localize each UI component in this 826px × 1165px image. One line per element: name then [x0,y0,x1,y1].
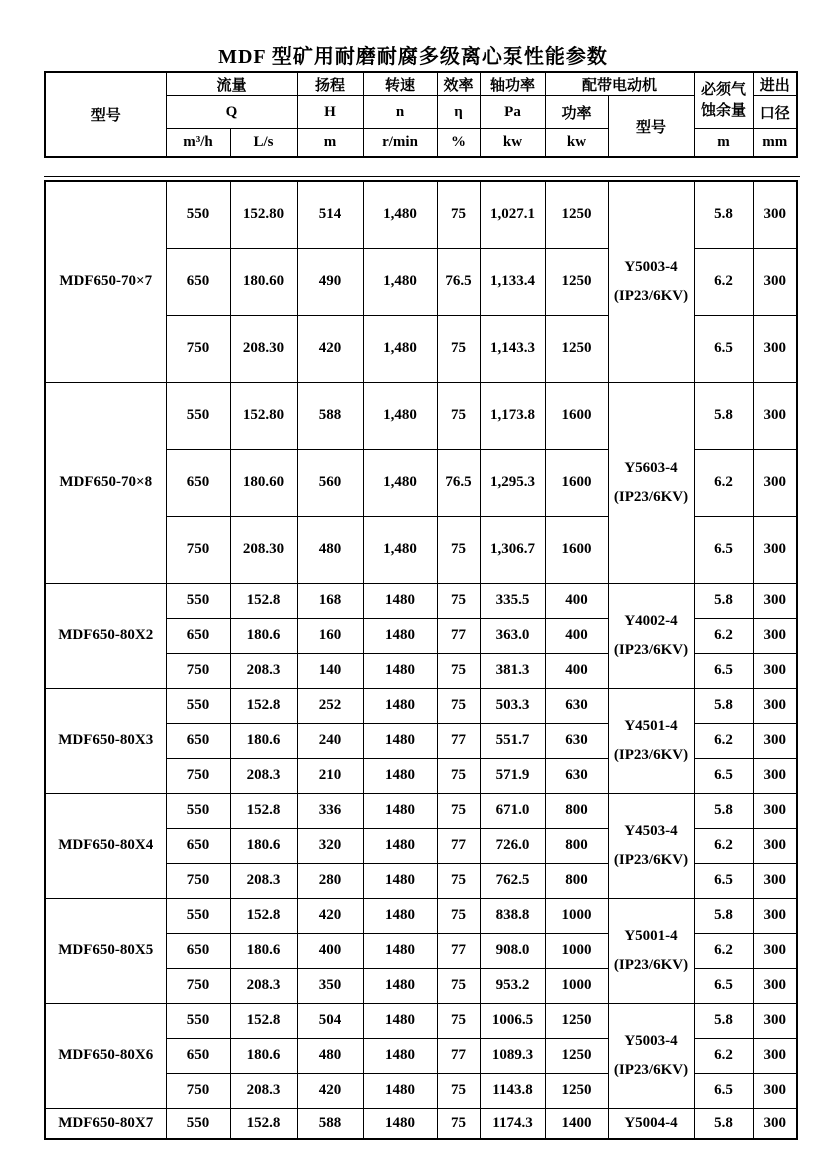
cell-eta: 75 [437,758,480,793]
cell-pa: 1006.5 [480,1003,545,1038]
cell-pa: 1143.8 [480,1073,545,1108]
npsh-label-line2: 蚀余量 [701,102,747,119]
cell-h: 420 [297,1073,363,1108]
col-header-shaft-power: 轴功率 [480,72,545,96]
cell-dia: 300 [753,618,797,653]
motor-model-cell [608,181,694,382]
cell-pa: 953.2 [480,968,545,1003]
motor-model-text: Y4501-4 [624,717,678,734]
cell-power: 1600 [545,516,608,583]
cell-dia: 300 [753,248,797,315]
cell-eta: 76.5 [437,248,480,315]
body-table-rows [45,181,797,1139]
motor-spec-text: (IP23/6KV) [613,746,689,763]
cell-n: 1480 [363,863,437,898]
cell-q_ls: 208.3 [230,758,297,793]
cell-dia: 300 [753,382,797,449]
cell-dia: 300 [753,828,797,863]
cell-q_m3h: 750 [166,1073,230,1108]
cell-eta: 77 [437,933,480,968]
cell-eta: 77 [437,618,480,653]
cell-dia: 300 [753,516,797,583]
cell-h: 210 [297,758,363,793]
cell-n: 1480 [363,1038,437,1073]
cell-npsh: 5.8 [694,181,753,248]
cell-eta: 75 [437,181,480,248]
motor-model-cell [608,688,694,793]
cell-dia: 300 [753,898,797,933]
pump-model-cell: MDF650-80X4 [45,793,166,898]
cell-eta: 75 [437,382,480,449]
motor-model-cell [608,1108,694,1139]
cell-dia: 300 [753,181,797,248]
cell-dia: 300 [753,933,797,968]
cell-q_m3h: 750 [166,315,230,382]
cell-eta: 75 [437,1003,480,1038]
cell-eta: 75 [437,968,480,1003]
cell-q_ls: 180.6 [230,618,297,653]
npsh-label-line1: 必须气 [701,81,747,98]
motor-spec-text: (IP23/6KV) [613,1061,689,1078]
cell-power: 400 [545,618,608,653]
cell-q_m3h: 550 [166,382,230,449]
cell-eta: 75 [437,898,480,933]
cell-npsh: 5.8 [694,382,753,449]
cell-pa: 671.0 [480,793,545,828]
cell-q_m3h: 750 [166,863,230,898]
body-table [44,180,798,1140]
cell-npsh: 5.8 [694,1108,753,1139]
cell-q_ls: 208.3 [230,863,297,898]
cell-h: 160 [297,618,363,653]
col-header-motor-model: 型号 [608,96,694,158]
cell-eta: 77 [437,1038,480,1073]
cell-q_m3h: 550 [166,181,230,248]
cell-q_ls: 152.8 [230,793,297,828]
cell-q_m3h: 550 [166,1003,230,1038]
cell-power: 1250 [545,315,608,382]
motor-model-cell [608,793,694,898]
cell-n: 1480 [363,828,437,863]
pump-model-cell: MDF650-80X6 [45,1003,166,1108]
cell-pa: 1089.3 [480,1038,545,1073]
cell-pa: 908.0 [480,933,545,968]
cell-power: 1000 [545,898,608,933]
cell-power: 1250 [545,181,608,248]
cell-q_m3h: 650 [166,618,230,653]
col-header-inlet-outlet: 进出 [753,72,797,96]
cell-n: 1480 [363,583,437,618]
pump-model-cell: MDF650-70×8 [45,382,166,583]
cell-n: 1,480 [363,181,437,248]
cell-power: 630 [545,758,608,793]
cell-h: 400 [297,933,363,968]
cell-q_m3h: 650 [166,248,230,315]
cell-eta: 77 [437,828,480,863]
cell-power: 800 [545,793,608,828]
motor-model-text: Y5603-4 [624,459,678,476]
col-header-npsh [694,72,753,129]
cell-dia: 300 [753,1038,797,1073]
cell-dia: 300 [753,758,797,793]
cell-q_ls: 208.30 [230,315,297,382]
cell-power: 1400 [545,1108,608,1139]
cell-q_ls: 180.6 [230,1038,297,1073]
cell-q_ls: 152.8 [230,688,297,723]
cell-npsh: 5.8 [694,583,753,618]
cell-q_ls: 180.6 [230,933,297,968]
cell-n: 1480 [363,688,437,723]
cell-pa: 726.0 [480,828,545,863]
cell-q_ls: 180.6 [230,828,297,863]
cell-pa: 335.5 [480,583,545,618]
cell-npsh: 6.2 [694,248,753,315]
cell-n: 1480 [363,793,437,828]
cell-npsh: 6.2 [694,933,753,968]
cell-q_m3h: 550 [166,583,230,618]
motor-model-text: Y4002-4 [624,612,678,629]
cell-n: 1480 [363,1073,437,1108]
cell-eta: 75 [437,863,480,898]
motor-spec-text: (IP23/6KV) [613,641,689,658]
cell-dia: 300 [753,968,797,1003]
table-row [45,583,797,618]
table-row [45,688,797,723]
motor-model-text: Y4503-4 [624,822,678,839]
cell-n: 1,480 [363,315,437,382]
col-header-flow: 流量 [166,72,297,96]
cell-n: 1,480 [363,248,437,315]
cell-npsh: 6.5 [694,758,753,793]
cell-pa: 1,295.3 [480,449,545,516]
table-continuation-rule [44,176,800,177]
cell-n: 1,480 [363,382,437,449]
motor-model-cell [608,898,694,1003]
cell-n: 1,480 [363,449,437,516]
motor-model-text: Y5004-4 [624,1114,678,1131]
cell-q_ls: 152.8 [230,898,297,933]
unit-m: m [297,129,363,158]
cell-q_m3h: 650 [166,1038,230,1073]
cell-q_ls: 208.3 [230,653,297,688]
cell-pa: 503.3 [480,688,545,723]
cell-power: 1250 [545,1073,608,1108]
cell-n: 1480 [363,618,437,653]
table-row [45,898,797,933]
cell-npsh: 6.5 [694,1073,753,1108]
cell-npsh: 5.8 [694,1003,753,1038]
pump-model-cell: MDF650-80X3 [45,688,166,793]
motor-model-cell [608,1003,694,1108]
page-title: MDF 型矿用耐磨耐腐多级离心泵性能参数 [218,46,608,68]
symbol-n: n [363,96,437,129]
cell-pa: 762.5 [480,863,545,898]
table-row [45,382,797,449]
cell-npsh: 6.2 [694,1038,753,1073]
cell-q_m3h: 650 [166,828,230,863]
cell-npsh: 6.5 [694,863,753,898]
table-row [45,181,797,248]
cell-h: 514 [297,181,363,248]
cell-n: 1480 [363,653,437,688]
cell-h: 490 [297,248,363,315]
cell-h: 504 [297,1003,363,1038]
cell-dia: 300 [753,1108,797,1139]
motor-spec-text: (IP23/6KV) [613,956,689,973]
cell-power: 630 [545,723,608,758]
col-header-efficiency: 效率 [437,72,480,96]
cell-pa: 1,306.7 [480,516,545,583]
cell-q_m3h: 550 [166,898,230,933]
cell-power: 400 [545,583,608,618]
motor-spec-text: (IP23/6KV) [613,488,689,505]
cell-h: 480 [297,516,363,583]
cell-eta: 76.5 [437,449,480,516]
cell-dia: 300 [753,449,797,516]
cell-power: 1250 [545,1038,608,1073]
col-header-diameter: 口径 [753,96,797,129]
cell-power: 1250 [545,248,608,315]
cell-q_m3h: 750 [166,968,230,1003]
cell-npsh: 6.2 [694,828,753,863]
cell-eta: 75 [437,1108,480,1139]
cell-q_ls: 208.3 [230,1073,297,1108]
cell-q_ls: 152.8 [230,1108,297,1139]
cell-eta: 75 [437,516,480,583]
cell-npsh: 6.5 [694,968,753,1003]
cell-pa: 1,133.4 [480,248,545,315]
motor-model-text: Y5003-4 [624,258,678,275]
cell-q_m3h: 750 [166,758,230,793]
cell-eta: 75 [437,688,480,723]
symbol-q: Q [166,96,297,129]
cell-eta: 75 [437,793,480,828]
col-header-motor-power: 功率 [545,96,608,129]
pump-model-cell: MDF650-80X5 [45,898,166,1003]
cell-npsh: 5.8 [694,688,753,723]
unit-percent: % [437,129,480,158]
col-header-motor-group: 配带电动机 [545,72,694,96]
cell-q_m3h: 750 [166,653,230,688]
cell-n: 1480 [363,968,437,1003]
cell-pa: 1,173.8 [480,382,545,449]
cell-dia: 300 [753,583,797,618]
cell-h: 350 [297,968,363,1003]
cell-pa: 1174.3 [480,1108,545,1139]
cell-npsh: 6.2 [694,618,753,653]
cell-power: 1600 [545,449,608,516]
cell-h: 140 [297,653,363,688]
cell-q_ls: 152.80 [230,181,297,248]
cell-h: 240 [297,723,363,758]
cell-eta: 75 [437,653,480,688]
cell-h: 336 [297,793,363,828]
header-table [44,71,798,158]
unit-rmin: r/min [363,129,437,158]
cell-npsh: 6.5 [694,653,753,688]
cell-n: 1,480 [363,516,437,583]
cell-q_ls: 180.60 [230,248,297,315]
cell-power: 630 [545,688,608,723]
cell-pa: 1,027.1 [480,181,545,248]
cell-q_ls: 152.8 [230,1003,297,1038]
cell-npsh: 6.5 [694,516,753,583]
cell-dia: 300 [753,723,797,758]
cell-h: 320 [297,828,363,863]
pump-model-cell: MDF650-70×7 [45,181,166,382]
cell-power: 1600 [545,382,608,449]
motor-model-text: Y5003-4 [624,1032,678,1049]
symbol-h: H [297,96,363,129]
cell-q_ls: 152.80 [230,382,297,449]
cell-power: 800 [545,863,608,898]
unit-ls: L/s [230,129,297,158]
cell-n: 1480 [363,933,437,968]
cell-q_m3h: 650 [166,449,230,516]
col-header-speed: 转速 [363,72,437,96]
cell-h: 588 [297,382,363,449]
unit-kw-power: kw [545,129,608,158]
cell-dia: 300 [753,863,797,898]
motor-model-cell [608,382,694,583]
cell-eta: 75 [437,1073,480,1108]
cell-n: 1480 [363,723,437,758]
cell-eta: 75 [437,583,480,618]
cell-pa: 571.9 [480,758,545,793]
cell-dia: 300 [753,1003,797,1038]
cell-dia: 300 [753,315,797,382]
cell-q_m3h: 550 [166,1108,230,1139]
unit-mm: mm [753,129,797,158]
cell-dia: 300 [753,793,797,828]
unit-kw-pa: kw [480,129,545,158]
col-header-pump-model: 型号 [45,72,166,157]
cell-h: 588 [297,1108,363,1139]
cell-eta: 77 [437,723,480,758]
pump-model-cell: MDF650-80X2 [45,583,166,688]
cell-dia: 300 [753,1073,797,1108]
cell-h: 420 [297,898,363,933]
cell-power: 1000 [545,968,608,1003]
cell-pa: 838.8 [480,898,545,933]
cell-dia: 300 [753,688,797,723]
cell-npsh: 6.2 [694,449,753,516]
cell-h: 168 [297,583,363,618]
motor-spec-text: (IP23/6KV) [613,851,689,868]
cell-pa: 363.0 [480,618,545,653]
unit-npsh-m: m [694,129,753,158]
cell-h: 252 [297,688,363,723]
cell-npsh: 6.2 [694,723,753,758]
cell-npsh: 5.8 [694,898,753,933]
symbol-eta: η [437,96,480,129]
cell-h: 560 [297,449,363,516]
cell-h: 280 [297,863,363,898]
cell-h: 420 [297,315,363,382]
cell-eta: 75 [437,315,480,382]
cell-dia: 300 [753,653,797,688]
cell-n: 1480 [363,1108,437,1139]
motor-model-text: Y5001-4 [624,927,678,944]
cell-power: 400 [545,653,608,688]
symbol-pa: Pa [480,96,545,129]
pump-model-cell: MDF650-80X7 [45,1108,166,1139]
cell-q_ls: 180.60 [230,449,297,516]
cell-pa: 381.3 [480,653,545,688]
cell-q_ls: 180.6 [230,723,297,758]
col-header-head: 扬程 [297,72,363,96]
cell-pa: 551.7 [480,723,545,758]
table-row [45,1108,797,1139]
cell-pa: 1,143.3 [480,315,545,382]
motor-spec-text: (IP23/6KV) [613,287,689,304]
unit-m3h: m³/h [166,129,230,158]
cell-q_ls: 152.8 [230,583,297,618]
cell-q_m3h: 550 [166,688,230,723]
cell-q_m3h: 550 [166,793,230,828]
cell-npsh: 5.8 [694,793,753,828]
cell-q_ls: 208.3 [230,968,297,1003]
cell-n: 1480 [363,898,437,933]
cell-power: 1250 [545,1003,608,1038]
cell-n: 1480 [363,758,437,793]
table-row [45,793,797,828]
cell-n: 1480 [363,1003,437,1038]
cell-power: 800 [545,828,608,863]
cell-power: 1000 [545,933,608,968]
cell-q_ls: 208.30 [230,516,297,583]
motor-model-cell [608,583,694,688]
cell-q_m3h: 650 [166,723,230,758]
cell-h: 480 [297,1038,363,1073]
table-row [45,1003,797,1038]
cell-q_m3h: 650 [166,933,230,968]
cell-q_m3h: 750 [166,516,230,583]
cell-npsh: 6.5 [694,315,753,382]
